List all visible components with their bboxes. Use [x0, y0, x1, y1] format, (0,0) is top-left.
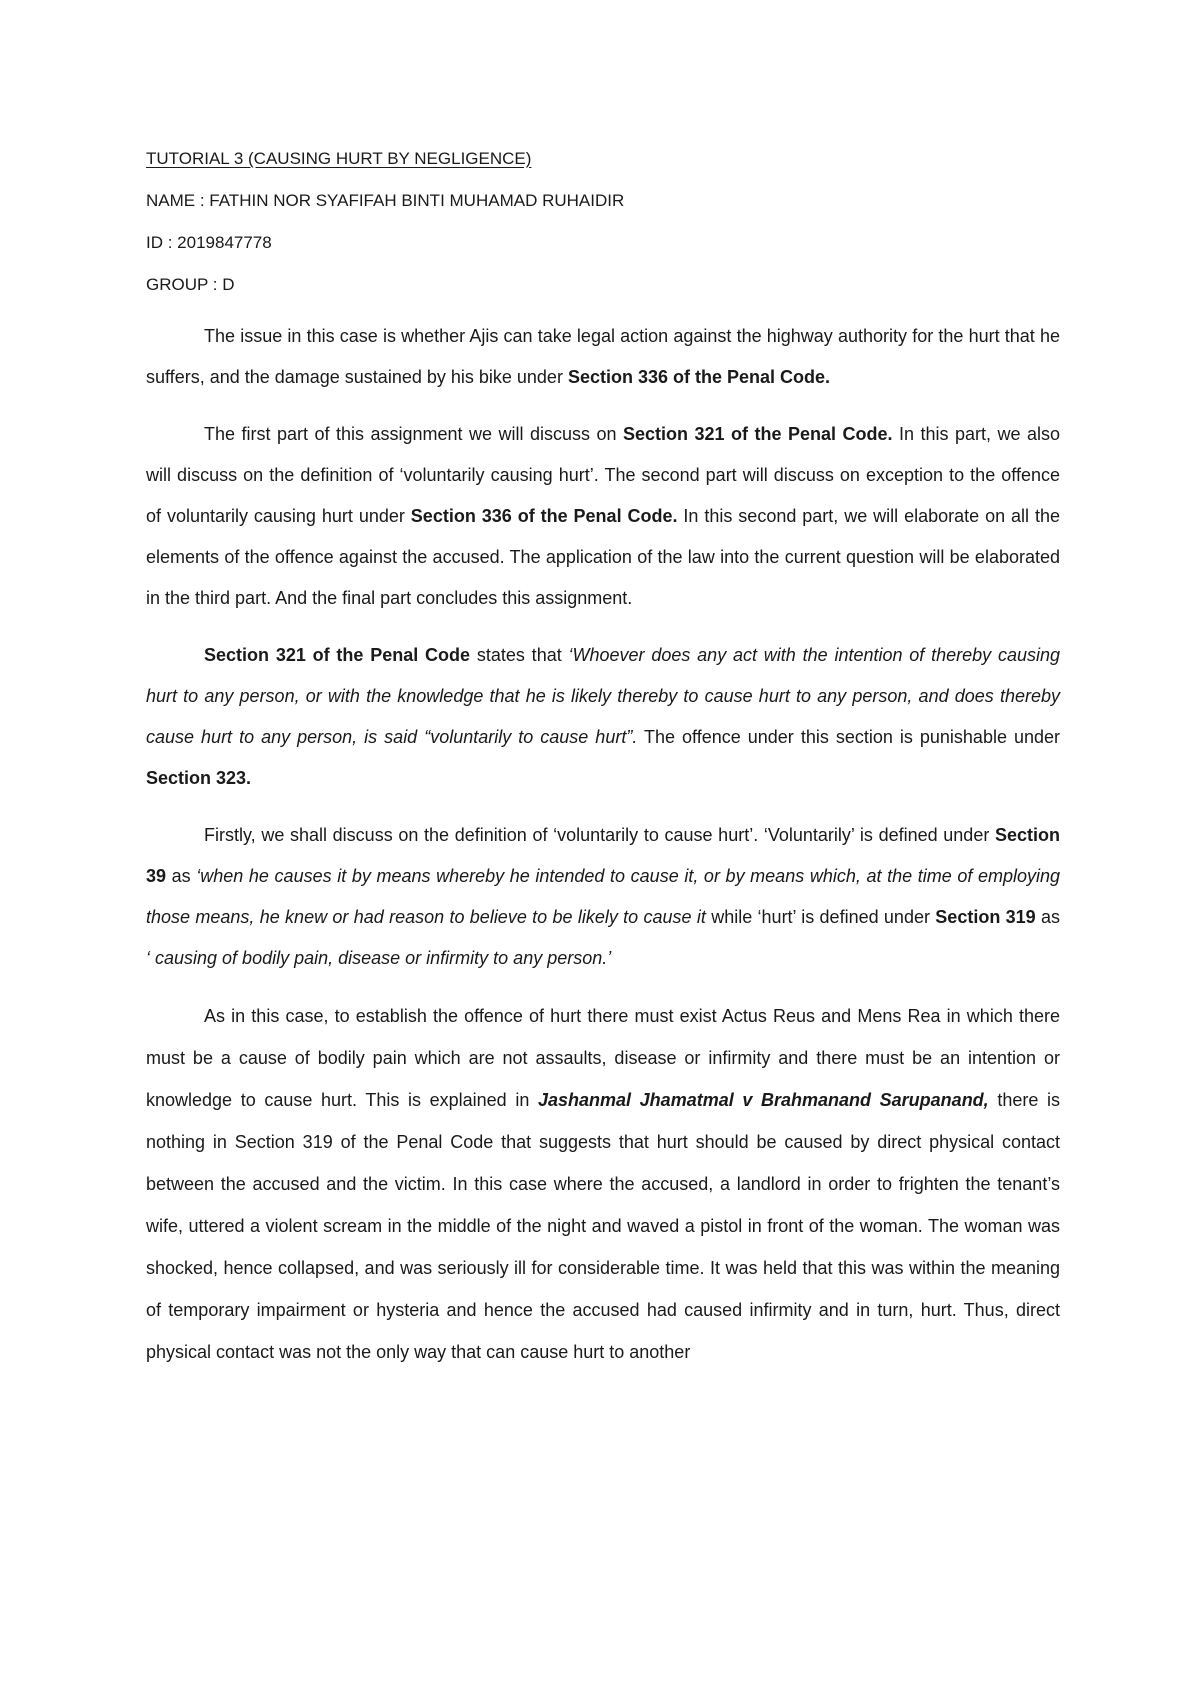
document-title: TUTORIAL 3 (CAUSING HURT BY NEGLIGENCE) [146, 149, 532, 168]
p3-section-323: Section 323. [146, 768, 252, 788]
p1-text: The issue in this case is whether Ajis can take legal action against the highway authority for the hurt that he suffers, and the damage sustained by his bike under [146, 326, 1060, 387]
p4-quote-voluntarily: ‘when he causes it by means whereby he intended to cause it, or by means which, at the time of employing those means, he knew or had reason to believe to be likely to cause it [146, 866, 1061, 927]
student-id: ID : 2019847778 [146, 233, 272, 252]
p3-text-b: states that [470, 645, 569, 665]
p3-quote: ‘Whoever does any act with the intention of thereby causing hurt to any person, or with the knowledge that he is likely thereby to cause hurt to any person, and does thereby cause hurt to any person, is said “voluntarily to cause hurt”. [146, 645, 1060, 747]
p5-case-name: Jashanmal Jhamatmal v Brahmanand Sarupanand, [537, 1090, 989, 1110]
p2-section-336: Section 336 of the Penal Code. [410, 506, 678, 526]
paragraph-outline [146, 414, 1060, 619]
document-page [146, 148, 1060, 1389]
p4-section-319: Section 319 [935, 907, 1036, 927]
p2-text-c: In this part, we also will discuss on the definition of ‘voluntarily causing hurt’. The second part will discuss on exception to the offence of voluntarily causing hurt under [146, 424, 1060, 526]
p4-text-a: Firstly, we shall discuss on the definition of ‘voluntarily to cause hurt’. ‘Voluntarily’ is defined under [204, 825, 995, 845]
paragraph-section-321 [146, 635, 1060, 799]
paragraph-definitions [146, 815, 1060, 979]
p5-text-a: As in this case, to establish the offence of hurt there must exist Actus Reus and Mens Rea in which there must be a cause of bodily pain which are not assaults, disease or infirmity and there must be an intention or knowledge to cause hurt. This is explained in [146, 1006, 1060, 1110]
student-name: NAME : FATHIN NOR SYAFIFAH BINTI MUHAMAD RUHAIDIR [146, 191, 625, 210]
p4-text-e: while ‘hurt’ is defined under [705, 907, 936, 927]
p4-quote-hurt: ‘ causing of bodily pain, disease or infirmity to any person.’ [146, 948, 612, 968]
p2-section-321: Section 321 of the Penal Code. [623, 424, 893, 444]
p4-section-39: Section 39 [146, 825, 1060, 886]
p3-text-d: The offence under this section is punishable under [637, 727, 1061, 747]
p2-text-a: The first part of this assignment we will discuss on [204, 424, 623, 444]
student-group: GROUP : D [146, 275, 235, 294]
p2-text-e: In this second part, we will elaborate on all the elements of the offence against the accused. The application of the law into the current question will be elaborated in the third part. And the final part concludes this assignment. [146, 506, 1060, 608]
paragraph-case-law [146, 995, 1060, 1373]
p4-text-g: as [1035, 907, 1061, 927]
paragraph-issue [146, 316, 1060, 398]
p5-text-c: there is nothing in Section 319 of the Penal Code that suggests that hurt should be caused by direct physical contact between the accused and the victim. In this case where the accused, a landlord in order to frighten the tenant’s wife, uttered a violent scream in the middle of the night and waved a pistol in front of the woman. The woman was shocked, hence collapsed, and was seriously ill for considerable time. It was held that this was within the meaning of temporary impairment or hysteria and hence the accused had caused infirmity and in turn, hurt. Thus, direct physical contact was not the only way that can cause hurt to another [146, 1090, 1060, 1362]
p1-section-ref: Section 336 of the Penal Code. [567, 367, 831, 387]
p3-section-321: Section 321 of the Penal Code [204, 645, 471, 665]
p4-text-c: as [166, 866, 197, 886]
